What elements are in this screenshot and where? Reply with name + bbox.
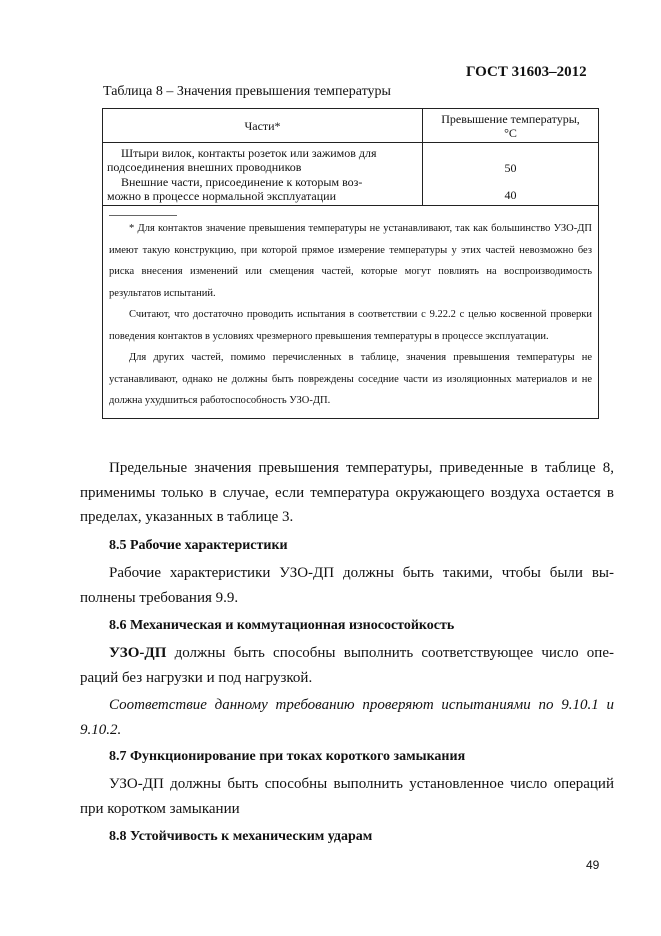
value: 50 bbox=[504, 161, 517, 175]
footnote-divider bbox=[109, 215, 177, 216]
part-text: подсоединения внешних проводников bbox=[107, 160, 302, 174]
section-8-6-title: 8.6 Механическая и коммутационная износостойкость bbox=[109, 618, 455, 633]
part-text: Штыри вилок, контакты розеток или зажимов для bbox=[121, 146, 377, 160]
values-cell bbox=[423, 143, 599, 206]
note-paragraph: Для других частей, помимо перечисленных в таблице, значения превышения температуры не устанавливают, однако не должны быть повреждены соседние части из изоляционных материалов и не должна ухудшиться работоспособность УЗО-ДП. bbox=[109, 352, 592, 406]
section-8-7-title: 8.7 Функционирование при токах короткого замыкания bbox=[109, 749, 466, 764]
section-8-5-title: 8.5 Рабочие характеристики bbox=[109, 538, 288, 553]
section-8-8-title: 8.8 Устойчивость к механическим ударам bbox=[109, 829, 373, 844]
parts-cell bbox=[103, 143, 423, 206]
document-code: ГОСТ 31603–2012 bbox=[466, 64, 587, 80]
section-8-5-text: Рабочие характеристики УЗО-ДП должны быть такими, чтобы были выполнены требования 9.9. bbox=[80, 565, 614, 606]
table-row bbox=[107, 146, 418, 175]
section-8-6-text bbox=[80, 641, 614, 690]
section-8-6-compliance: Соответствие данному требованию проверяют испытаниями по 9.10.1 и 9.10.2. bbox=[80, 697, 614, 738]
note-paragraph: * Для контактов значение превышения температуры не устанавливают, так как большинство УЗО-ДП имеют такую конструкцию, при которой прямое измерение температуры у этих частей невозможно без риска внесения изменений или смещения частей, которые могут повлиять на воспроизводимость результатов испытаний. bbox=[109, 223, 592, 299]
header-line-1: Превышение температуры, bbox=[441, 111, 580, 126]
section-8-7-text: УЗО-ДП должны быть способны выполнить установленное число операций при коротком замыкании bbox=[80, 776, 614, 817]
paragraph-limits: Предельные значения превышения температуры, приведенные в таблице 8, применимы только в случае, если температура окружающего воздуха остается в пределах, указанных в таблице 3. bbox=[80, 460, 614, 525]
column-header-parts: Части* bbox=[103, 109, 423, 143]
table-notes bbox=[103, 206, 599, 419]
section-8-6-body: должны быть способны выполнить соответствующее число операций без нагрузки и под нагрузкой. bbox=[80, 645, 614, 686]
table-caption: Таблица 8 – Значения превышения температуры bbox=[103, 84, 391, 99]
column-header-temperature-rise bbox=[423, 109, 599, 143]
part-text: Внешние части, присоединение к которым воз- bbox=[121, 175, 363, 189]
header-line-2: °С bbox=[504, 125, 517, 140]
value: 40 bbox=[504, 188, 517, 202]
note-paragraph: Считают, что достаточно проводить испытания в соответствии с 9.22.2 с целью косвенной проверки поведения контактов в условиях чрезмерного превышения температуры в процессе эксплуатации. bbox=[109, 309, 592, 342]
page-number: 49 bbox=[586, 858, 600, 872]
part-text: можно в процессе нормальной эксплуатации bbox=[107, 189, 337, 203]
device-abbrev: УЗО-ДП bbox=[109, 645, 167, 661]
temperature-rise-table bbox=[102, 108, 599, 419]
table-row bbox=[107, 175, 418, 205]
